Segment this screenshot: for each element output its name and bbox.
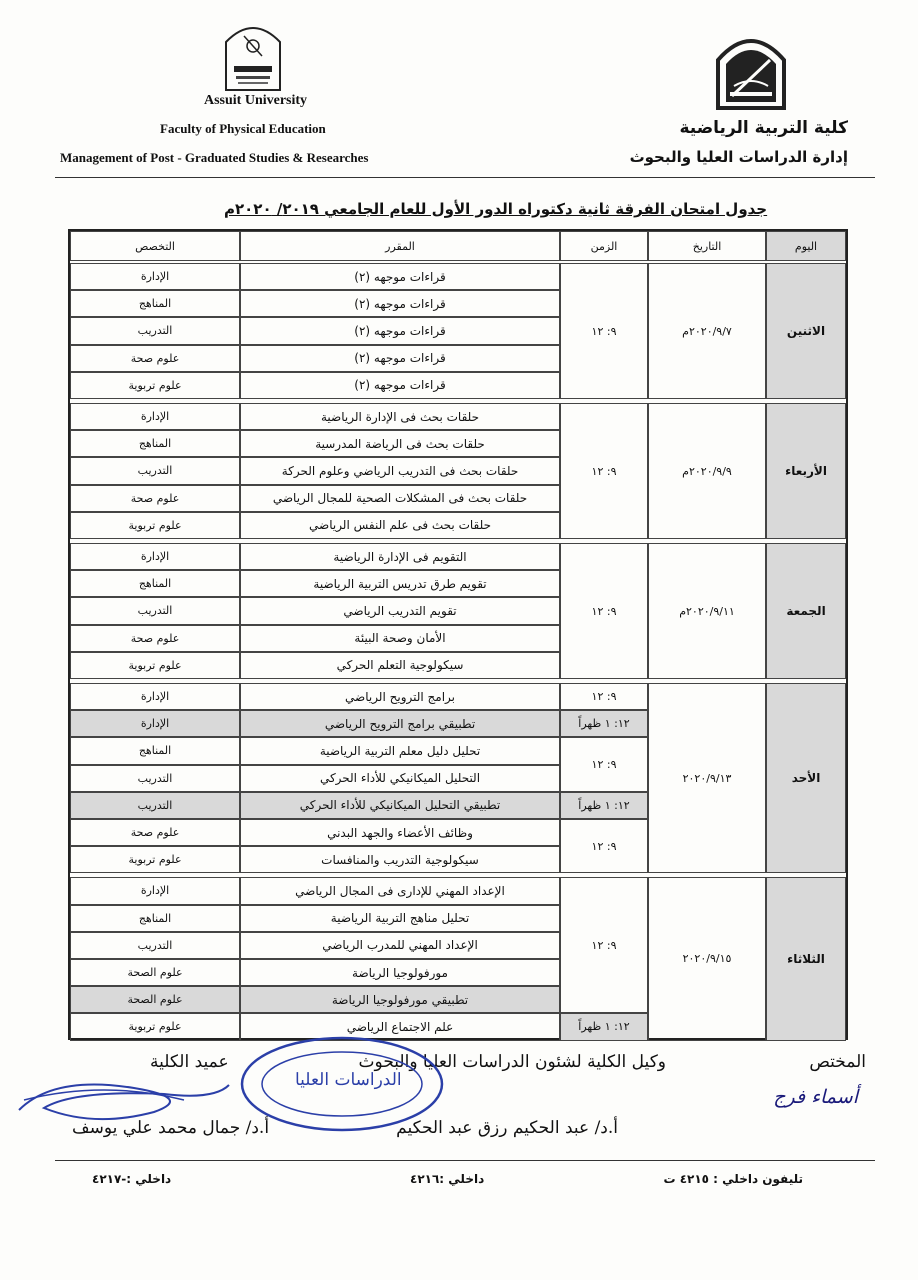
date-cell: ٢٠٢٠/٩/١٥ <box>648 877 766 1040</box>
course-cell: تطبيقي التحليل الميكانيكي للأداء الحركي <box>240 792 560 819</box>
specialist-signature: أسماء فرج <box>773 1086 858 1108</box>
time-cell: ٩: ١٢ <box>560 819 648 873</box>
date-cell: ٢٠٢٠/٩/١١م <box>648 543 766 679</box>
faculty-name-ar: كلية التربية الرياضية <box>679 118 848 138</box>
footer-extension-2: داخلي :-٤٢١٧ <box>92 1172 172 1186</box>
time-cell: ٩: ١٢ <box>560 543 648 679</box>
time-cell: ٩: ١٢ <box>560 403 648 539</box>
specialty-cell: التدريب <box>70 457 240 484</box>
time-cell: ١٢: ١ ظهراً <box>560 1013 648 1040</box>
faculty-logo-icon <box>222 20 284 92</box>
header-day: اليوم <box>766 231 846 261</box>
day-cell: الأحد <box>766 683 846 873</box>
day-cell: الجمعة <box>766 543 846 679</box>
specialty-cell: التدريب <box>70 932 240 959</box>
course-cell: تحليل دليل معلم التربية الرياضية <box>240 737 560 764</box>
vice-dean-title: وكيل الكلية لشئون الدراسات العليا والبحوث <box>358 1052 666 1072</box>
course-cell: قراءات موجهه (٢) <box>240 345 560 372</box>
specialty-cell: علوم صحة <box>70 345 240 372</box>
course-cell: التحليل الميكانيكي للأداء الحركي <box>240 765 560 792</box>
course-cell: تطبيقي مورفولوجيا الرياضة <box>240 986 560 1013</box>
course-cell: قراءات موجهه (٢) <box>240 290 560 317</box>
course-cell: الأمان وصحة البيئة <box>240 625 560 652</box>
exam-schedule-title: جدول امتحان الفرقة ثانية دكتوراه الدور الأول للعام الجامعي ٢٠١٩/ ٢٠٢٠م <box>224 200 768 218</box>
time-cell: ١٢: ١ ظهراً <box>560 710 648 737</box>
course-cell: تحليل مناهج التربية الرياضية <box>240 905 560 932</box>
specialty-cell: علوم تربوية <box>70 372 240 399</box>
course-cell: وظائف الأعضاء والجهد البدني <box>240 819 560 846</box>
course-cell: الإعداد المهني للإدارى فى المجال الرياضي <box>240 877 560 904</box>
specialty-cell: الإدارة <box>70 543 240 570</box>
course-cell: سيكولوجية التعلم الحركي <box>240 652 560 679</box>
course-cell: حلقات بحث فى علم النفس الرياضي <box>240 512 560 539</box>
specialty-cell: علوم تربوية <box>70 652 240 679</box>
header-time: الزمن <box>560 231 648 261</box>
course-cell: التقويم فى الإدارة الرياضية <box>240 543 560 570</box>
management-name-ar: إدارة الدراسات العليا والبحوث <box>629 148 848 166</box>
specialty-cell: علوم تربوية <box>70 846 240 873</box>
specialty-cell: علوم تربوية <box>70 512 240 539</box>
dean-name: أ.د/ جمال محمد علي يوسف <box>72 1118 270 1138</box>
day-cell: الأربعاء <box>766 403 846 539</box>
specialty-cell: الإدارة <box>70 710 240 737</box>
course-cell: قراءات موجهه (٢) <box>240 263 560 290</box>
stamp-text: الدراسات العليا <box>295 1070 402 1090</box>
time-cell: ١٢: ١ ظهراً <box>560 792 648 819</box>
dean-title: عميد الكلية <box>150 1052 229 1072</box>
header-specialty: التخصص <box>70 231 240 261</box>
dean-scribble-signature <box>14 1070 234 1130</box>
specialty-cell: علوم صحة <box>70 485 240 512</box>
date-cell: ٢٠٢٠/٩/١٣ <box>648 683 766 873</box>
course-cell: سيكولوجية التدريب والمنافسات <box>240 846 560 873</box>
time-cell: ٩: ١٢ <box>560 263 648 399</box>
course-cell: الإعداد المهني للمدرب الرياضي <box>240 932 560 959</box>
header-date: التاريخ <box>648 231 766 261</box>
specialty-cell: الإدارة <box>70 877 240 904</box>
specialty-cell: التدريب <box>70 792 240 819</box>
course-cell: قراءات موجهه (٢) <box>240 372 560 399</box>
course-cell: تقويم التدريب الرياضي <box>240 597 560 624</box>
course-cell: حلقات بحث فى التدريب الرياضي وعلوم الحركة <box>240 457 560 484</box>
specialty-cell: الإدارة <box>70 263 240 290</box>
specialty-cell: التدريب <box>70 597 240 624</box>
footer-phone: تليفون داخلي : ٤٢١٥ ت <box>663 1172 803 1186</box>
specialty-cell: المناهج <box>70 905 240 932</box>
official-stamp <box>235 1030 450 1138</box>
time-cell: ٩: ١٢ <box>560 683 648 710</box>
vice-dean-name: أ.د/ عبد الحكيم رزق عبد الحكيم <box>396 1118 618 1138</box>
course-cell: علم الاجتماع الرياضي <box>240 1013 560 1040</box>
specialty-cell: التدريب <box>70 765 240 792</box>
specialty-cell: علوم الصحة <box>70 986 240 1013</box>
specialty-cell: المناهج <box>70 290 240 317</box>
time-cell: ٩: ١٢ <box>560 877 648 1013</box>
day-cell: الثلاثاء <box>766 877 846 1040</box>
course-cell: حلقات بحث فى الرياضة المدرسية <box>240 430 560 457</box>
specialty-cell: علوم صحة <box>70 625 240 652</box>
day-cell: الاثنين <box>766 263 846 399</box>
course-cell: تطبيقي برامج الترويح الرياضي <box>240 710 560 737</box>
course-cell: حلقات بحث فى المشكلات الصحية للمجال الرياضي <box>240 485 560 512</box>
university-name-en: Assuit University <box>204 93 308 108</box>
signature-scribble-icon <box>14 1070 234 1130</box>
faculty-name-en: Faculty of Physical Education <box>160 121 326 136</box>
course-cell: برامج الترويح الرياضي <box>240 683 560 710</box>
specialty-cell: المناهج <box>70 430 240 457</box>
header-course: المقرر <box>240 231 560 261</box>
specialty-cell: الإدارة <box>70 683 240 710</box>
specialist-title: المختص <box>809 1052 866 1072</box>
time-cell: ٩: ١٢ <box>560 737 648 791</box>
university-logo-right <box>712 30 790 110</box>
specialty-cell: التدريب <box>70 317 240 344</box>
specialty-cell: علوم صحة <box>70 819 240 846</box>
specialty-cell: علوم تربوية <box>70 1013 240 1040</box>
management-name-en: Management of Post - Graduated Studies & Researches <box>60 150 369 165</box>
course-cell: حلقات بحث فى الإدارة الرياضية <box>240 403 560 430</box>
course-cell: تقويم طرق تدريس التربية الرياضية <box>240 570 560 597</box>
date-cell: ٢٠٢٠/٩/٧م <box>648 263 766 399</box>
date-cell: ٢٠٢٠/٩/٩م <box>648 403 766 539</box>
exam-schedule-table <box>68 229 848 1040</box>
footer-extension-1: داخلي :٤٢١٦ <box>410 1172 485 1186</box>
university-logo-left <box>222 20 284 92</box>
specialty-cell: المناهج <box>70 570 240 597</box>
course-cell: قراءات موجهه (٢) <box>240 317 560 344</box>
specialty-cell: علوم الصحة <box>70 959 240 986</box>
course-cell: مورفولوجيا الرياضة <box>240 959 560 986</box>
assiut-university-logo-icon <box>712 30 790 110</box>
specialty-cell: المناهج <box>70 737 240 764</box>
header-divider <box>55 177 875 178</box>
specialty-cell: الإدارة <box>70 403 240 430</box>
footer-divider <box>55 1160 875 1161</box>
